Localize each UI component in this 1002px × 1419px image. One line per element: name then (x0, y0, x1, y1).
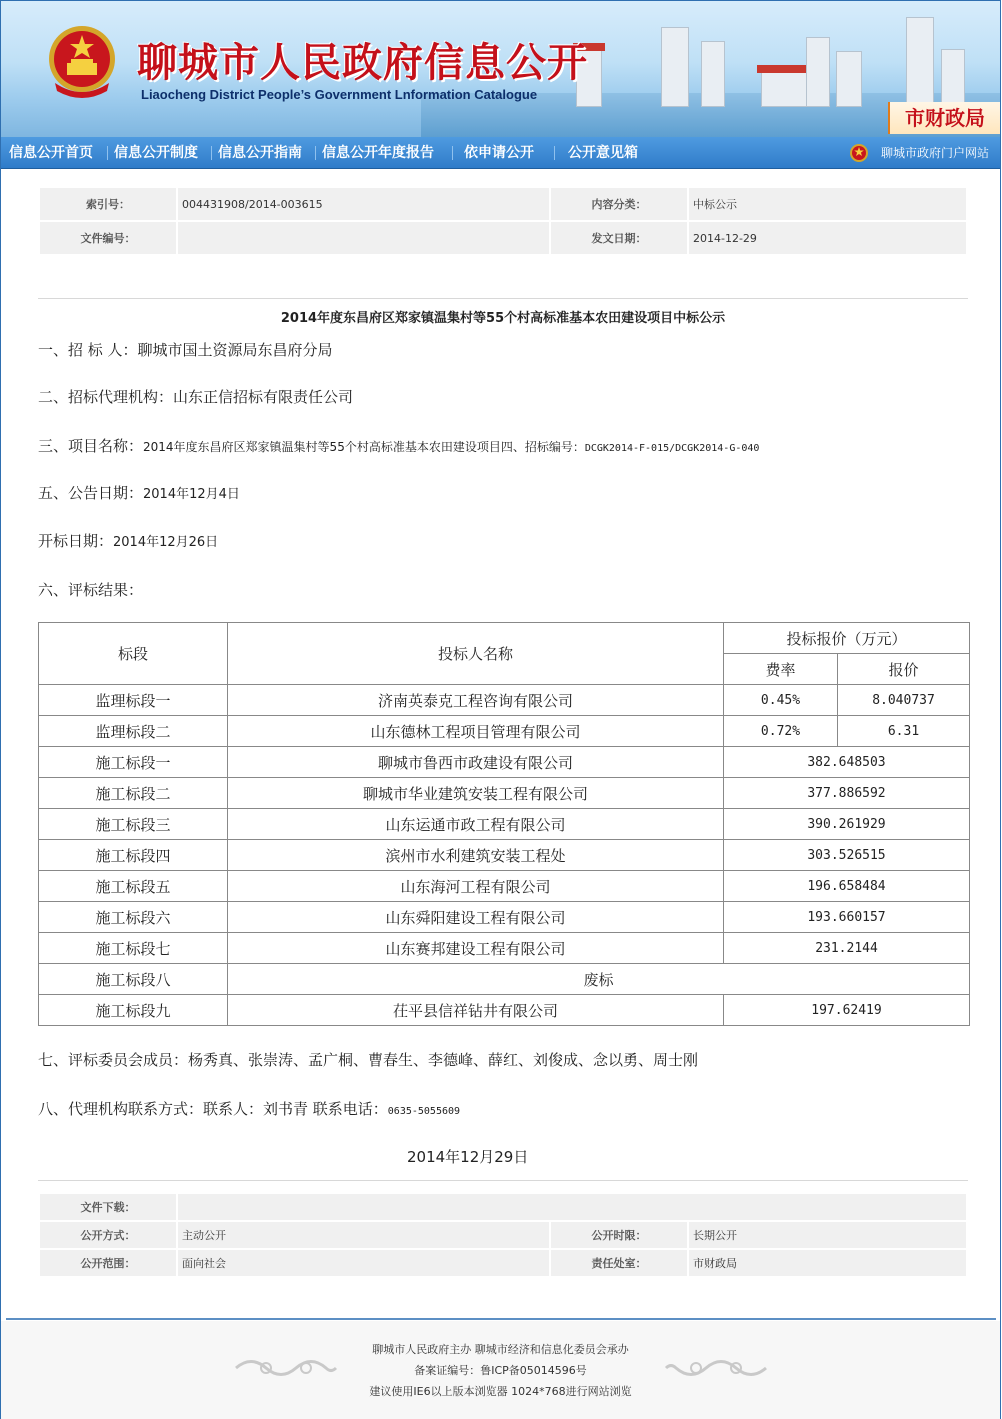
publication-meta-table (38, 1192, 968, 1278)
row-section: 监理标段二 (39, 716, 228, 747)
row-bidder: 茌平县信祥钻井有限公司 (228, 995, 724, 1026)
mode-value: 主动公开 (178, 1222, 549, 1248)
row-section: 施工标段三 (39, 809, 228, 840)
row-bidder: 山东海河工程有限公司 (228, 871, 724, 902)
row-section: 施工标段五 (39, 871, 228, 902)
row-void-text: 废标 (228, 964, 970, 995)
download-value[interactable] (178, 1194, 966, 1220)
table-row (39, 716, 970, 747)
site-subtitle: Liaocheng District People’s Government Lnformation Catalogue (141, 87, 538, 102)
category-value: 中标公示 (689, 188, 966, 220)
header-rate: 费率 (724, 654, 838, 685)
row-quote: 196.658484 (724, 871, 970, 902)
document-meta-table (38, 186, 968, 256)
date-value: 2014-12-29 (689, 222, 966, 254)
footer-ornament-right-icon (661, 1353, 771, 1383)
banner-building (806, 37, 830, 107)
contact-phone: 0635-5055609 (387, 1106, 461, 1117)
row-quote: 231.2144 (724, 933, 970, 964)
portal-link[interactable]: 聊城市政府门户网站 (881, 146, 990, 160)
row-rate: 0.72% (724, 716, 838, 747)
office-value: 市财政局 (689, 1250, 966, 1276)
project-name-label: 三、项目名称： (38, 437, 144, 455)
row-bidder: 山东舜阳建设工程有限公司 (228, 902, 724, 933)
row-bidder: 山东运通市政工程有限公司 (228, 809, 724, 840)
mode-label: 公开方式： (40, 1222, 176, 1248)
results-table (38, 622, 970, 1026)
row-bidder: 聊城市鲁西市政建设有限公司 (228, 747, 724, 778)
row-bidder: 滨州市水利建筑安装工程处 (228, 840, 724, 871)
national-emblem-icon (45, 23, 119, 103)
table-row (39, 778, 970, 809)
nav-policy[interactable]: 信息公开制度 (114, 145, 198, 161)
docno-value (178, 222, 549, 254)
project-name-value: 2014年度东昌府区郑家镇温集村等55个村高标准基本农田建设项目四、招标编号： (143, 440, 585, 454)
document-title: 2014年度东昌府区郑家镇温集村等55个村高标准基本农田建设项目中标公示 (280, 311, 726, 326)
nav-guide[interactable]: 信息公开指南 (218, 145, 302, 161)
index-label: 索引号： (40, 188, 176, 220)
opening-date-line (38, 530, 218, 551)
row-bidder: 聊城市华业建筑安装工程有限公司 (228, 778, 724, 809)
date-label: 发文日期： (551, 222, 687, 254)
table-row (39, 809, 970, 840)
row-quote: 197.62419 (724, 995, 970, 1026)
download-label: 文件下载： (40, 1194, 176, 1220)
row-quote: 6.31 (838, 716, 970, 747)
contact-line (38, 1098, 460, 1119)
row-quote: 382.648503 (724, 747, 970, 778)
banner-building (836, 51, 862, 107)
banner-building (941, 49, 965, 107)
category-label: 内容分类： (551, 188, 687, 220)
row-section: 监理标段一 (39, 685, 228, 716)
row-bidder: 山东德林工程项目管理有限公司 (228, 716, 724, 747)
nav-home[interactable]: 信息公开首页 (9, 145, 93, 161)
table-row (39, 995, 970, 1026)
scope-value: 面向社会 (178, 1250, 549, 1276)
banner-building (906, 17, 934, 107)
divider (38, 1180, 968, 1181)
scope-label: 公开范围： (40, 1250, 176, 1276)
footer-ornament-left-icon (231, 1353, 341, 1383)
nav-annual-report[interactable]: 信息公开年度报告 (322, 145, 434, 161)
department-tag: 市财政局 (888, 102, 1000, 134)
site-banner (1, 1, 1000, 137)
row-rate: 0.45% (724, 685, 838, 716)
office-label: 责任处室： (551, 1250, 687, 1276)
nav-separator (452, 146, 453, 160)
header-bidder: 投标人名称 (228, 623, 724, 685)
announce-date-line (38, 482, 240, 503)
nav-separator (554, 146, 555, 160)
table-row (39, 964, 970, 995)
footer-icp: 备案证编号：鲁ICP备05014596号 (414, 1364, 587, 1377)
announce-date-label: 五、公告日期： (38, 484, 144, 502)
header-price: 投标报价（万元） (724, 623, 970, 654)
footer-browser-note: 建议使用IE6以上版本浏览器 1024*768进行网站浏览 (369, 1385, 632, 1398)
row-quote: 377.886592 (724, 778, 970, 809)
site-footer (1, 1321, 1000, 1419)
nav-apply[interactable]: 依申请公开 (464, 145, 534, 161)
announce-date-value: 2014年12月4日 (143, 487, 240, 502)
footer-sponsor: 聊城市人民政府主办 聊城市经济和信息化委员会承办 (372, 1343, 629, 1356)
table-row (39, 902, 970, 933)
header-quote: 报价 (838, 654, 970, 685)
row-quote: 303.526515 (724, 840, 970, 871)
period-value: 长期公开 (689, 1222, 966, 1248)
emblem-small-icon (849, 143, 869, 163)
period-label: 公开时限： (551, 1222, 687, 1248)
table-row (39, 685, 970, 716)
row-section: 施工标段七 (39, 933, 228, 964)
project-name-line (38, 435, 759, 456)
nav-separator (211, 146, 212, 160)
table-row (39, 871, 970, 902)
header-section: 标段 (39, 623, 228, 685)
results-heading: 六、评标结果： (38, 581, 144, 599)
committee-line: 七、评标委员会成员：杨秀真、张崇涛、孟广桐、曹春生、李德峰、薛红、刘俊成、念以勇、周士刚 (38, 1051, 699, 1069)
row-section: 施工标段八 (39, 964, 228, 995)
nav-separator (315, 146, 316, 160)
nav-separator (107, 146, 108, 160)
tender-number: DCGK2014-F-015/DCGK2014-G-040 (584, 443, 760, 454)
table-row (39, 840, 970, 871)
footer-rule (6, 1318, 996, 1320)
row-section: 施工标段四 (39, 840, 228, 871)
site-title: 聊城市人民政府信息公开 (137, 39, 588, 86)
row-section: 施工标段一 (39, 747, 228, 778)
nav-feedback[interactable]: 公开意见箱 (568, 145, 638, 161)
agency-line: 二、招标代理机构：山东正信招标有限责任公司 (38, 388, 354, 406)
row-quote: 8.040737 (838, 685, 970, 716)
banner-building (661, 27, 689, 107)
signature-date: 2014年12月29日 (407, 1148, 529, 1166)
opening-date-label: 开标日期： (38, 532, 114, 550)
table-row (39, 933, 970, 964)
row-quote: 193.660157 (724, 902, 970, 933)
table-row (39, 747, 970, 778)
row-section: 施工标段六 (39, 902, 228, 933)
docno-label: 文件编号： (40, 222, 176, 254)
opening-date-value: 2014年12月26日 (113, 535, 219, 550)
divider (38, 298, 968, 299)
index-value: 004431908/2014-003615 (178, 188, 549, 220)
row-bidder: 山东赛邦建设工程有限公司 (228, 933, 724, 964)
row-quote: 390.261929 (724, 809, 970, 840)
row-section: 施工标段二 (39, 778, 228, 809)
contact-label: 八、代理机构联系方式：联系人：刘书青 联系电话： (38, 1100, 388, 1118)
tenderer-line: 一、招 标 人：聊城市国土资源局东昌府分局 (38, 341, 333, 359)
row-section: 施工标段九 (39, 995, 228, 1026)
row-bidder: 济南英泰克工程咨询有限公司 (228, 685, 724, 716)
banner-building (701, 41, 725, 107)
